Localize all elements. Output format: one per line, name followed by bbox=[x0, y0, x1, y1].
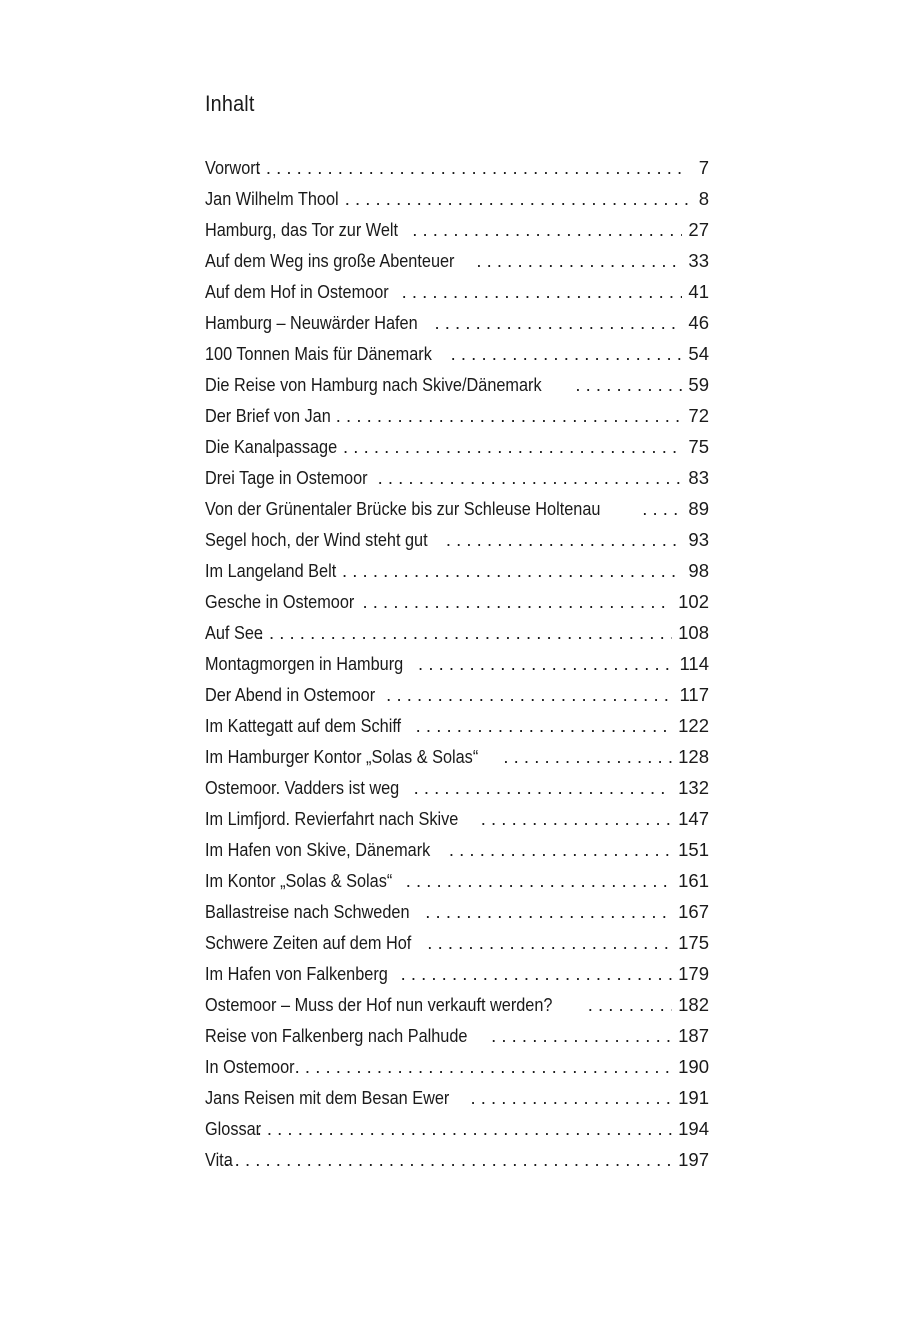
toc-entry bbox=[205, 803, 709, 834]
dot-leader bbox=[406, 865, 672, 896]
toc-entry bbox=[205, 834, 709, 865]
toc-entry-title: Ostemoor. Vadders ist weg bbox=[205, 777, 400, 798]
toc-entry-page-number: 151 bbox=[678, 839, 709, 860]
toc-entry bbox=[205, 679, 709, 710]
toc-entry-page-number: 46 bbox=[688, 312, 709, 333]
toc-entry bbox=[205, 989, 709, 1020]
toc-entry-page-number: 167 bbox=[678, 901, 709, 922]
toc-entry-title: Die Kanalpassage bbox=[205, 436, 338, 457]
toc-entry bbox=[205, 772, 709, 803]
dot-leader bbox=[257, 1113, 673, 1144]
toc-entry-page-number: 83 bbox=[688, 467, 709, 488]
toc-entry bbox=[205, 927, 709, 958]
toc-entry-title: Hamburg – Neuwärder Hafen bbox=[205, 312, 418, 333]
toc-entry bbox=[205, 1051, 709, 1082]
dot-leader bbox=[363, 586, 673, 617]
toc-entry-title: Auf dem Weg ins große Abenteuer bbox=[205, 250, 455, 271]
toc-entry bbox=[205, 896, 709, 927]
toc-entry-title: Reise von Falkenberg nach Palhude bbox=[205, 1025, 468, 1046]
toc-entry bbox=[205, 307, 709, 338]
toc-entry-title: Im Hamburger Kontor „Solas & Solas“ bbox=[205, 746, 479, 767]
dot-leader bbox=[588, 989, 672, 1020]
toc-entry-page-number: 190 bbox=[678, 1056, 709, 1077]
dot-leader bbox=[416, 710, 672, 741]
toc-entry-page-number: 27 bbox=[688, 219, 709, 240]
toc-entry bbox=[205, 555, 709, 586]
toc-entry bbox=[205, 338, 709, 369]
toc-entry bbox=[205, 617, 709, 648]
toc-entry-title: Jan Wilhelm Thool bbox=[205, 188, 339, 209]
dot-leader bbox=[402, 276, 683, 307]
dot-leader bbox=[259, 617, 672, 648]
page-title: Inhalt bbox=[205, 91, 255, 116]
toc-entry-page-number: 117 bbox=[679, 684, 709, 705]
toc-entry-title: Der Abend in Ostemoor bbox=[205, 684, 376, 705]
toc-entry bbox=[205, 710, 709, 741]
dot-leader bbox=[451, 338, 683, 369]
toc-entry-title: In Ostemoor bbox=[205, 1056, 295, 1077]
dot-leader bbox=[446, 524, 683, 555]
toc-entry-page-number: 102 bbox=[678, 591, 709, 612]
toc-entry-title: Im Hafen von Falkenberg bbox=[205, 963, 388, 984]
toc-entry-page-number: 122 bbox=[678, 715, 709, 736]
toc-entry-title: Im Hafen von Skive, Dänemark bbox=[205, 839, 431, 860]
toc-entry bbox=[205, 431, 709, 462]
toc-entry-title: Der Brief von Jan bbox=[205, 405, 331, 426]
toc-entry-title: Die Reise von Hamburg nach Skive/Dänemark bbox=[205, 374, 542, 395]
toc-entry-page-number: 108 bbox=[678, 622, 709, 643]
toc-entry bbox=[205, 1113, 709, 1144]
toc-entry-page-number: 33 bbox=[688, 250, 709, 271]
toc-entry-title: 100 Tonnen Mais für Dänemark bbox=[205, 343, 432, 364]
toc-entry-page-number: 8 bbox=[698, 188, 709, 209]
dot-leader bbox=[575, 369, 682, 400]
toc-entry bbox=[205, 369, 709, 400]
toc-entry-page-number: 59 bbox=[688, 374, 709, 395]
toc-entry-title: Segel hoch, der Wind steht gut bbox=[205, 529, 428, 550]
toc-entry-page-number: 128 bbox=[678, 746, 709, 767]
toc-entry-title: Im Kattegatt auf dem Schiff bbox=[205, 715, 402, 736]
toc-entry bbox=[205, 245, 709, 276]
toc-entry-page-number: 54 bbox=[688, 343, 709, 364]
toc-entry-title: Hamburg, das Tor zur Welt bbox=[205, 219, 399, 240]
dot-leader bbox=[425, 896, 672, 927]
dot-leader bbox=[342, 555, 682, 586]
dot-leader bbox=[435, 307, 683, 338]
toc-entry-page-number: 93 bbox=[688, 529, 709, 550]
toc-entry-title: Auf dem Hof in Ostemoor bbox=[205, 281, 389, 302]
toc-entry-title: Ostemoor – Muss der Hof nun verkauft werden? bbox=[205, 994, 553, 1015]
toc-entry-title: Glossar bbox=[205, 1118, 262, 1139]
toc-entry bbox=[205, 493, 709, 524]
dot-leader bbox=[378, 462, 683, 493]
table-of-contents bbox=[205, 152, 709, 1175]
toc-entry-page-number: 179 bbox=[678, 963, 709, 984]
toc-entry-title: Im Limfjord. Revierfahrt nach Skive bbox=[205, 808, 459, 829]
dot-leader bbox=[449, 834, 672, 865]
toc-entry-title: Vorwort bbox=[205, 157, 261, 178]
toc-entry bbox=[205, 400, 709, 431]
dot-leader bbox=[642, 493, 682, 524]
dot-leader bbox=[295, 1051, 672, 1082]
dot-leader bbox=[414, 772, 673, 803]
toc-entry bbox=[205, 1082, 709, 1113]
toc-entry-title: Gesche in Ostemoor bbox=[205, 591, 355, 612]
toc-entry-title: Im Kontor „Solas & Solas“ bbox=[205, 870, 393, 891]
dot-leader bbox=[345, 183, 689, 214]
toc-entry-title: Ballastreise nach Schweden bbox=[205, 901, 410, 922]
dot-leader bbox=[386, 679, 673, 710]
dot-leader bbox=[401, 958, 673, 989]
toc-entry-page-number: 98 bbox=[688, 560, 709, 581]
toc-entry bbox=[205, 214, 709, 245]
dot-leader bbox=[481, 803, 672, 834]
dot-leader bbox=[343, 431, 682, 462]
dot-leader bbox=[427, 927, 672, 958]
toc-entry-title: Schwere Zeiten auf dem Hof bbox=[205, 932, 412, 953]
toc-entry-page-number: 147 bbox=[678, 808, 709, 829]
toc-entry bbox=[205, 152, 709, 183]
toc-entry-page-number: 132 bbox=[678, 777, 709, 798]
dot-leader bbox=[470, 1082, 672, 1113]
toc-entry bbox=[205, 958, 709, 989]
toc-entry-title: Im Langeland Belt bbox=[205, 560, 337, 581]
toc-entry-page-number: 194 bbox=[678, 1118, 709, 1139]
dot-leader bbox=[336, 400, 683, 431]
toc-entry bbox=[205, 648, 709, 679]
toc-entry bbox=[205, 586, 709, 617]
toc-entry-page-number: 89 bbox=[688, 498, 709, 519]
toc-entry bbox=[205, 1144, 709, 1175]
toc-entry-page-number: 41 bbox=[688, 281, 709, 302]
toc-entry-page-number: 197 bbox=[678, 1149, 709, 1170]
toc-entry-title: Vita bbox=[205, 1149, 233, 1170]
toc-entry-page-number: 187 bbox=[678, 1025, 709, 1046]
toc-entry-title: Montagmorgen in Hamburg bbox=[205, 653, 404, 674]
dot-leader bbox=[412, 214, 682, 245]
toc-entry-page-number: 191 bbox=[678, 1087, 709, 1108]
dot-leader bbox=[476, 245, 682, 276]
dot-leader bbox=[418, 648, 673, 679]
toc-entry-title: Drei Tage in Ostemoor bbox=[205, 467, 368, 488]
dot-leader bbox=[224, 1144, 672, 1175]
toc-entry-title: Jans Reisen mit dem Besan Ewer bbox=[205, 1087, 450, 1108]
toc-entry-page-number: 75 bbox=[688, 436, 709, 457]
toc-entry bbox=[205, 865, 709, 896]
toc-entry bbox=[205, 741, 709, 772]
toc-entry bbox=[205, 276, 709, 307]
toc-entry-page-number: 72 bbox=[688, 405, 709, 426]
toc-entry bbox=[205, 462, 709, 493]
toc-entry-title: Von der Grünentaler Brücke bis zur Schleuse Holtenau bbox=[205, 498, 601, 519]
dot-leader bbox=[503, 741, 672, 772]
toc-entry-title: Auf See bbox=[205, 622, 263, 643]
toc-entry bbox=[205, 524, 709, 555]
toc-entry bbox=[205, 1020, 709, 1051]
toc-entry-page-number: 7 bbox=[698, 157, 709, 178]
dot-leader bbox=[256, 152, 689, 183]
dot-leader bbox=[491, 1020, 672, 1051]
toc-entry bbox=[205, 183, 709, 214]
toc-entry-page-number: 175 bbox=[678, 932, 709, 953]
toc-entry-page-number: 182 bbox=[678, 994, 709, 1015]
toc-entry-page-number: 114 bbox=[679, 653, 709, 674]
toc-entry-page-number: 161 bbox=[678, 870, 709, 891]
